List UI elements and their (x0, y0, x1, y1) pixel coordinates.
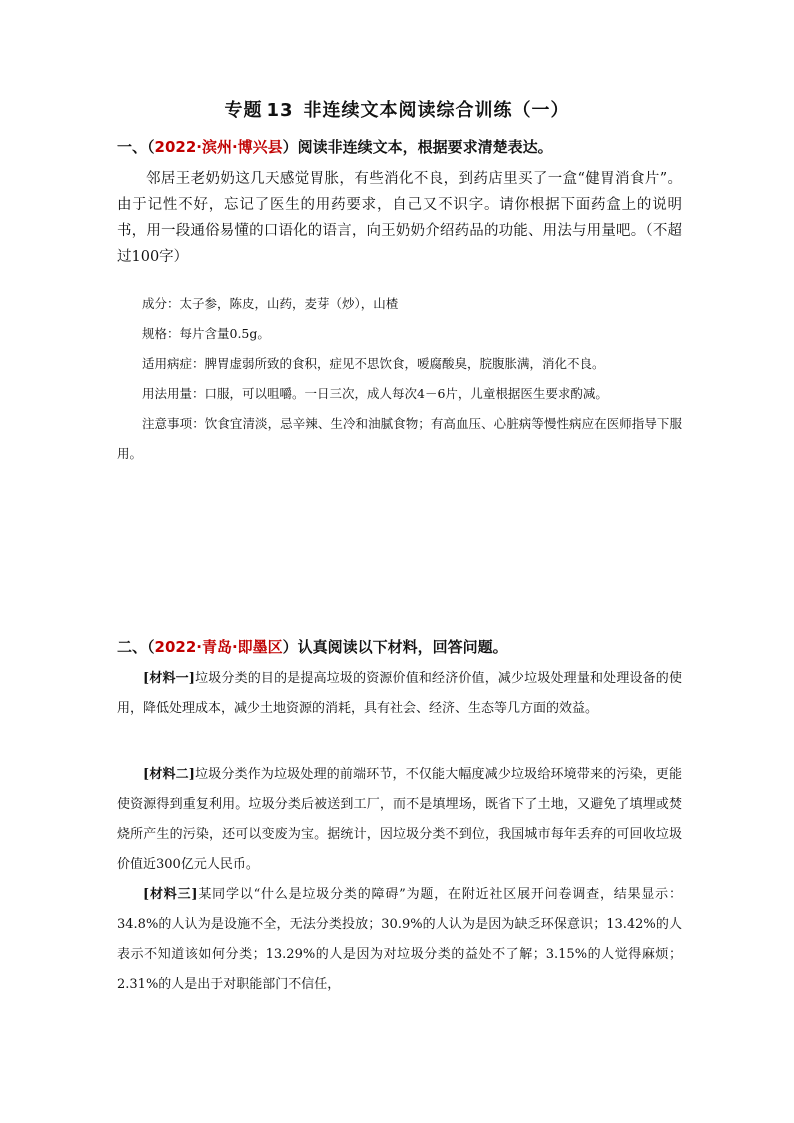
question-2-source: 2022·青岛·即墨区 (154, 638, 283, 656)
material-2-tag: [材料二] (143, 767, 195, 782)
material-1-text: 垃圾分类的目的是提高垃圾的资源价值和经济价值，减少垃圾处理量和处理设备的使用，降低处理成本，减少土地资源的消耗，具有社会、经济、生态等几方面的效益。 (117, 671, 682, 716)
material-1 (117, 664, 682, 724)
ingredients-line: 成分：太子参，陈皮，山药，麦芽（炒），山楂 (142, 296, 399, 311)
question-2-instruction: ）认真阅读以下材料，回答问题。 (282, 638, 508, 656)
title-prefix: 专题 (224, 100, 263, 121)
page-title (0, 96, 794, 122)
title-main: 非连续文本阅读综合训练（一） (303, 100, 570, 121)
title-number: 13 (266, 100, 294, 121)
indications-line: 适用病症：脾胃虚弱所致的食积，症见不思饮食，嗳腐酸臭，脘腹胀满，消化不良。 (142, 356, 605, 371)
question-2-heading (117, 636, 687, 657)
material-3-tag: [材料三] (143, 887, 198, 902)
medicine-instructions (117, 289, 682, 469)
dosage-line: 用法用量：口服，可以咀嚼。一日三次，成人每次4－6片，儿童根据医生要求酌减。 (142, 386, 608, 401)
material-2 (117, 760, 682, 880)
question-1-source: 2022·滨州·博兴县 (154, 138, 283, 156)
question-2-label: 二、（ (117, 638, 155, 656)
material-2-text: 垃圾分类作为垃圾处理的前端环节，不仅能大幅度减少垃圾给环境带来的污染，更能使资源得到重复利用。垃圾分类后被送到工厂，而不是填埋场，既省下了土地，又避免了填埋或焚烧所产生的污染，还可以变废为宝。据统计，因垃圾分类不到位，我国城市每年丢弃的可回收垃圾价值近300亿元人民币。 (117, 767, 682, 872)
material-1-tag: [材料一] (143, 671, 195, 686)
question-1-prompt: 邻居王老奶奶这几天感觉胃胀，有些消化不良，到药店里买了一盒“健胃消食片”。由于记性不好，忘记了医生的用药要求，自己又不识字。请你根据下面药盒上的说明书，用一段通俗易懂的口语化的语言，向王奶奶介绍药品的功能、用法与用量吧。（不超过100字） (117, 171, 682, 265)
question-1-instruction: ）阅读非连续文本，根据要求清楚表达。 (282, 138, 553, 156)
material-3 (117, 880, 682, 1000)
specification-line: 规格：每片含量0.5g。 (142, 326, 270, 341)
question-1-heading (117, 136, 687, 157)
question-1-label: 一、（ (117, 138, 155, 156)
precautions-line: 注意事项：饮食宜清淡，忌辛辣、生冷和油腻食物；有高血压、心脏病等慢性病应在医师指导下服用。 (117, 416, 682, 461)
material-3-text: 某同学以“什么是垃圾分类的障碍”为题，在附近社区展开问卷调查，结果显示：34.8%的人认为是设施不全，无法分类投放；30.9%的人认为是因为缺乏环保意识；13.42%的人表示不知道该如何分类；13.29%的人是因为对垃圾分类的益处不了解；3.15%的人觉得麻烦；2.31%的人是出于对职能部门不信任， (117, 887, 682, 992)
